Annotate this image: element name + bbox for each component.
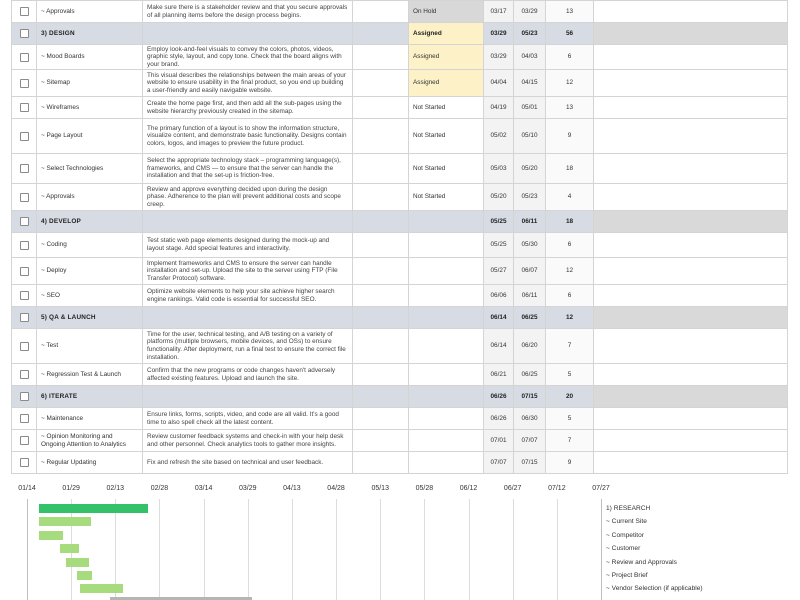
task-row bbox=[12, 258, 788, 285]
gantt-task-label: ~ Customer bbox=[606, 545, 641, 553]
end-date[interactable]: 03/29 bbox=[514, 1, 546, 23]
checkbox-cell bbox=[12, 119, 37, 154]
gantt-task-label: ~ Vendor Selection (if applicable) bbox=[606, 585, 703, 593]
task-description[interactable]: Make sure there is a stakeholder review and that you secure approvals of all planning items before the design process begins. bbox=[143, 1, 353, 23]
task-checkbox[interactable] bbox=[20, 313, 29, 322]
duration-days: 5 bbox=[546, 408, 594, 430]
duration-days: 9 bbox=[546, 452, 594, 474]
assignee-cell[interactable] bbox=[353, 329, 409, 364]
end-date[interactable]: 06/25 bbox=[514, 307, 546, 329]
gantt-gridline bbox=[204, 499, 205, 600]
start-date[interactable]: 04/04 bbox=[484, 70, 514, 97]
status-cell[interactable]: Assigned bbox=[409, 70, 484, 97]
end-date[interactable]: 05/10 bbox=[514, 119, 546, 154]
task-checkbox[interactable] bbox=[20, 436, 29, 445]
checkbox-cell bbox=[12, 70, 37, 97]
task-checkbox[interactable] bbox=[20, 370, 29, 379]
start-date[interactable]: 06/26 bbox=[484, 408, 514, 430]
status-cell[interactable] bbox=[409, 211, 484, 233]
end-date[interactable]: 04/15 bbox=[514, 70, 546, 97]
duration-days: 6 bbox=[546, 233, 594, 258]
task-description[interactable]: Implement frameworks and CMS to ensure the server can handle installation and set-up. Upload the site to the server using FTP (File Transfer Protocol) software. bbox=[143, 258, 353, 285]
checkbox-cell bbox=[12, 430, 37, 452]
task-name[interactable]: ~ Page Layout bbox=[37, 119, 143, 154]
task-name[interactable]: 6) ITERATE bbox=[37, 386, 143, 408]
assignee-cell[interactable] bbox=[353, 97, 409, 119]
duration-days: 18 bbox=[546, 154, 594, 184]
gantt-frame-line bbox=[27, 499, 28, 600]
start-date[interactable]: 05/02 bbox=[484, 119, 514, 154]
duration-days: 6 bbox=[546, 45, 594, 70]
task-checkbox[interactable] bbox=[20, 241, 29, 250]
task-row bbox=[12, 285, 788, 307]
gantt-frame-line bbox=[601, 499, 602, 600]
extra-cell bbox=[594, 184, 788, 211]
end-date[interactable]: 05/20 bbox=[514, 154, 546, 184]
gantt-bar[interactable] bbox=[39, 517, 91, 526]
task-checkbox[interactable] bbox=[20, 193, 29, 202]
task-row bbox=[12, 45, 788, 70]
start-date[interactable]: 06/21 bbox=[484, 364, 514, 386]
start-date[interactable]: 05/03 bbox=[484, 154, 514, 184]
start-date[interactable]: 05/20 bbox=[484, 184, 514, 211]
task-name[interactable]: ~ Select Technologies bbox=[37, 154, 143, 184]
status-cell[interactable]: Assigned bbox=[409, 23, 484, 45]
assignee-cell[interactable] bbox=[353, 1, 409, 23]
end-date[interactable]: 06/30 bbox=[514, 408, 546, 430]
end-date[interactable]: 07/15 bbox=[514, 386, 546, 408]
duration-days: 9 bbox=[546, 119, 594, 154]
checkbox-cell bbox=[12, 1, 37, 23]
extra-cell bbox=[594, 430, 788, 452]
gantt-gridline bbox=[248, 499, 249, 600]
assignee-cell[interactable] bbox=[353, 233, 409, 258]
task-name[interactable]: 3) DESIGN bbox=[37, 23, 143, 45]
gantt-task-label: ~ Competitor bbox=[606, 531, 644, 539]
checkbox-cell bbox=[12, 23, 37, 45]
task-description[interactable]: Fix and refresh the site based on technical and user feedback. bbox=[143, 452, 353, 474]
extra-cell bbox=[594, 258, 788, 285]
gantt-gridline bbox=[557, 499, 558, 600]
start-date[interactable]: 06/14 bbox=[484, 329, 514, 364]
task-checkbox[interactable] bbox=[20, 132, 29, 141]
task-checkbox[interactable] bbox=[20, 53, 29, 62]
duration-days: 5 bbox=[546, 364, 594, 386]
task-checkbox[interactable] bbox=[20, 164, 29, 173]
extra-cell bbox=[594, 408, 788, 430]
task-name[interactable]: ~ Deploy bbox=[37, 258, 143, 285]
task-name[interactable]: 5) QA & LAUNCH bbox=[37, 307, 143, 329]
gantt-task-label: ~ Project Brief bbox=[606, 572, 648, 579]
status-cell[interactable]: Not Started bbox=[409, 119, 484, 154]
task-checkbox[interactable] bbox=[20, 458, 29, 467]
assignee-cell[interactable] bbox=[353, 452, 409, 474]
extra-cell bbox=[594, 119, 788, 154]
gantt-gridline bbox=[513, 499, 514, 600]
end-date[interactable]: 05/01 bbox=[514, 97, 546, 119]
task-row bbox=[12, 97, 788, 119]
assignee-cell[interactable] bbox=[353, 154, 409, 184]
assignee-cell[interactable] bbox=[353, 386, 409, 408]
end-date[interactable]: 06/25 bbox=[514, 364, 546, 386]
status-cell[interactable] bbox=[409, 233, 484, 258]
task-description[interactable]: Optimize website elements to help your site achieve higher search engine rankings. Valid code is essential for successful SEO. bbox=[143, 285, 353, 307]
gantt-axis-label: 01/14 bbox=[18, 485, 36, 492]
task-description[interactable]: Time for the user, technical testing, and A/B testing on a variety of platforms (multiple browsers, mobile devices, and OSs) to ensure functionality. After deployment, run a final test to ensure the correct file installation. bbox=[143, 329, 353, 364]
task-row bbox=[12, 329, 788, 364]
assignee-cell[interactable] bbox=[353, 430, 409, 452]
task-name[interactable]: ~ Regular Updating bbox=[37, 452, 143, 474]
gantt-gridline bbox=[292, 499, 293, 600]
duration-days: 7 bbox=[546, 329, 594, 364]
extra-cell bbox=[594, 307, 788, 329]
gantt-axis-label: 07/27 bbox=[592, 485, 610, 492]
end-date[interactable]: 05/23 bbox=[514, 184, 546, 211]
end-date[interactable]: 07/07 bbox=[514, 430, 546, 452]
start-date[interactable]: 06/14 bbox=[484, 307, 514, 329]
task-row bbox=[12, 364, 788, 386]
task-description[interactable]: This visual describes the relationships between the main areas of your website to ensure usability in the final product, so you end up building a user-friendly and easily navigable website. bbox=[143, 70, 353, 97]
status-cell[interactable]: On Hold bbox=[409, 1, 484, 23]
end-date[interactable]: 05/23 bbox=[514, 23, 546, 45]
gantt-bar[interactable] bbox=[60, 544, 79, 553]
gantt-gridline bbox=[469, 499, 470, 600]
task-description[interactable]: Ensure links, forms, scripts, video, and code are all valid. It's a good time to also spell check all the latest content. bbox=[143, 408, 353, 430]
task-name[interactable]: ~ Sitemap bbox=[37, 70, 143, 97]
duration-days: 12 bbox=[546, 307, 594, 329]
task-name[interactable]: ~ Mood Boards bbox=[37, 45, 143, 70]
gantt-task-label: 1) RESEARCH bbox=[606, 505, 651, 512]
end-date[interactable]: 06/07 bbox=[514, 258, 546, 285]
phase-row bbox=[12, 23, 788, 45]
task-description[interactable] bbox=[143, 211, 353, 233]
assignee-cell[interactable] bbox=[353, 45, 409, 70]
task-row bbox=[12, 430, 788, 452]
task-description[interactable]: Review and approve everything decided upon during the design phase. Adherence to the plan will prevent additional costs and scope creep. bbox=[143, 184, 353, 211]
gantt-axis-label: 05/28 bbox=[415, 485, 434, 492]
assignee-cell[interactable] bbox=[353, 364, 409, 386]
extra-cell bbox=[594, 329, 788, 364]
checkbox-cell bbox=[12, 211, 37, 233]
start-date[interactable]: 03/29 bbox=[484, 45, 514, 70]
status-cell[interactable] bbox=[409, 364, 484, 386]
extra-cell bbox=[594, 233, 788, 258]
task-checkbox[interactable] bbox=[20, 414, 29, 423]
task-description[interactable] bbox=[143, 23, 353, 45]
task-description[interactable]: Employ look-and-feel visuals to convey the colors, photos, videos, graphic style, layout, and copy tone. Check that the board aligns with your brand. bbox=[143, 45, 353, 70]
end-date[interactable]: 04/03 bbox=[514, 45, 546, 70]
gantt-axis-label: 01/29 bbox=[62, 485, 80, 492]
gantt-bar[interactable] bbox=[39, 531, 63, 540]
task-description[interactable]: Create the home page first, and then add all the sub-pages using the website hierarchy previously created in the sitemap. bbox=[143, 97, 353, 119]
task-description[interactable] bbox=[143, 386, 353, 408]
assignee-cell[interactable] bbox=[353, 408, 409, 430]
gantt-axis-label: 05/13 bbox=[371, 485, 389, 492]
extra-cell bbox=[594, 211, 788, 233]
start-date[interactable]: 05/25 bbox=[484, 211, 514, 233]
task-name[interactable]: ~ Maintenance bbox=[37, 408, 143, 430]
gantt-bar[interactable] bbox=[80, 584, 123, 593]
task-checkbox[interactable] bbox=[20, 342, 29, 351]
extra-cell bbox=[594, 70, 788, 97]
task-row bbox=[12, 408, 788, 430]
end-date[interactable]: 07/15 bbox=[514, 452, 546, 474]
gantt-bar[interactable] bbox=[77, 571, 91, 580]
gantt-gridline bbox=[336, 499, 337, 600]
duration-days: 13 bbox=[546, 97, 594, 119]
task-checkbox[interactable] bbox=[20, 392, 29, 401]
task-checkbox[interactable] bbox=[20, 7, 29, 16]
task-name[interactable]: 4) DEVELOP bbox=[37, 211, 143, 233]
start-date[interactable]: 07/07 bbox=[484, 452, 514, 474]
task-description[interactable]: The primary function of a layout is to show the information structure, visualize content, and demonstrate basic functionality. Designs contain colors, logos, and images to preview the future product. bbox=[143, 119, 353, 154]
end-date[interactable]: 06/11 bbox=[514, 285, 546, 307]
assignee-cell[interactable] bbox=[353, 70, 409, 97]
duration-days: 12 bbox=[546, 258, 594, 285]
start-date[interactable]: 05/27 bbox=[484, 258, 514, 285]
extra-cell bbox=[594, 45, 788, 70]
gantt-axis-label: 02/13 bbox=[106, 485, 125, 492]
gantt-bar[interactable] bbox=[39, 504, 148, 513]
task-checkbox[interactable] bbox=[20, 79, 29, 88]
assignee-cell[interactable] bbox=[353, 119, 409, 154]
task-name[interactable]: ~ SEO bbox=[37, 285, 143, 307]
start-date[interactable]: 03/29 bbox=[484, 23, 514, 45]
gantt-axis-label: 04/13 bbox=[283, 485, 301, 492]
checkbox-cell bbox=[12, 452, 37, 474]
task-row bbox=[12, 1, 788, 23]
checkbox-cell bbox=[12, 307, 37, 329]
task-description[interactable]: Review customer feedback systems and check-in with your help desk and other personnel. Check analytics tools to gather more insights. bbox=[143, 430, 353, 452]
duration-days: 6 bbox=[546, 285, 594, 307]
checkbox-cell bbox=[12, 408, 37, 430]
extra-cell bbox=[594, 1, 788, 23]
gantt-bar[interactable] bbox=[66, 558, 90, 567]
phase-row bbox=[12, 307, 788, 329]
status-cell[interactable] bbox=[409, 307, 484, 329]
gantt-task-label: ~ Review and Approvals bbox=[606, 558, 677, 566]
task-description[interactable]: Confirm that the new programs or code changes haven't adversely affected existing features. Upload and launch the site. bbox=[143, 364, 353, 386]
task-checkbox[interactable] bbox=[20, 217, 29, 226]
gantt-axis-label: 03/14 bbox=[194, 485, 213, 492]
gantt-gridline bbox=[424, 499, 425, 600]
extra-cell bbox=[594, 364, 788, 386]
assignee-cell[interactable] bbox=[353, 211, 409, 233]
task-row bbox=[12, 119, 788, 154]
task-row bbox=[12, 154, 788, 184]
task-name[interactable]: ~ Approvals bbox=[37, 184, 143, 211]
duration-days: 56 bbox=[546, 23, 594, 45]
task-description[interactable] bbox=[143, 307, 353, 329]
task-description[interactable]: Select the appropriate technology stack – programming language(s), frameworks, and CMS — to ensure that the server can handle the installation and that the set-up is friction-free. bbox=[143, 154, 353, 184]
gantt-axis-label: 02/28 bbox=[150, 485, 169, 492]
extra-cell bbox=[594, 285, 788, 307]
start-date[interactable]: 04/19 bbox=[484, 97, 514, 119]
status-cell[interactable] bbox=[409, 386, 484, 408]
gantt-axis-label: 04/28 bbox=[327, 485, 345, 492]
checkbox-cell bbox=[12, 386, 37, 408]
status-cell[interactable]: Not Started bbox=[409, 154, 484, 184]
task-row bbox=[12, 184, 788, 211]
task-row bbox=[12, 233, 788, 258]
status-cell[interactable] bbox=[409, 430, 484, 452]
extra-cell bbox=[594, 23, 788, 45]
status-cell[interactable] bbox=[409, 258, 484, 285]
status-cell[interactable] bbox=[409, 408, 484, 430]
end-date[interactable]: 05/30 bbox=[514, 233, 546, 258]
extra-cell bbox=[594, 452, 788, 474]
assignee-cell[interactable] bbox=[353, 258, 409, 285]
status-cell[interactable]: Not Started bbox=[409, 97, 484, 119]
start-date[interactable]: 06/06 bbox=[484, 285, 514, 307]
duration-days: 13 bbox=[546, 1, 594, 23]
task-checkbox[interactable] bbox=[20, 291, 29, 300]
task-table-body bbox=[12, 1, 788, 474]
end-date[interactable]: 06/20 bbox=[514, 329, 546, 364]
checkbox-cell bbox=[12, 233, 37, 258]
task-table bbox=[11, 0, 788, 474]
task-checkbox[interactable] bbox=[20, 267, 29, 276]
phase-row bbox=[12, 386, 788, 408]
task-name[interactable]: ~ Wireframes bbox=[37, 97, 143, 119]
start-date[interactable]: 07/01 bbox=[484, 430, 514, 452]
task-row bbox=[12, 452, 788, 474]
assignee-cell[interactable] bbox=[353, 184, 409, 211]
task-name[interactable]: ~ Test bbox=[37, 329, 143, 364]
duration-days: 18 bbox=[546, 211, 594, 233]
gantt-axis-label: 03/29 bbox=[239, 485, 257, 492]
gantt-axis-label: 06/12 bbox=[459, 485, 478, 492]
duration-days: 12 bbox=[546, 70, 594, 97]
checkbox-cell bbox=[12, 97, 37, 119]
gantt-axis-label: 06/27 bbox=[503, 485, 522, 492]
checkbox-cell bbox=[12, 184, 37, 211]
phase-row bbox=[12, 211, 788, 233]
checkbox-cell bbox=[12, 154, 37, 184]
start-date[interactable]: 03/17 bbox=[484, 1, 514, 23]
checkbox-cell bbox=[12, 45, 37, 70]
status-cell[interactable] bbox=[409, 285, 484, 307]
checkbox-cell bbox=[12, 285, 37, 307]
task-checkbox[interactable] bbox=[20, 103, 29, 112]
gantt-task-label: ~ Current Site bbox=[606, 518, 647, 526]
task-name[interactable]: ~ Opinion Monitoring and Ongoing Attention to Analytics bbox=[37, 430, 143, 452]
status-cell[interactable] bbox=[409, 329, 484, 364]
status-cell[interactable] bbox=[409, 452, 484, 474]
end-date[interactable]: 06/11 bbox=[514, 211, 546, 233]
gantt-chart bbox=[0, 485, 800, 600]
task-checkbox[interactable] bbox=[20, 29, 29, 38]
status-cell[interactable]: Assigned bbox=[409, 45, 484, 70]
gantt-gridline bbox=[380, 499, 381, 600]
gantt-gridline bbox=[159, 499, 160, 600]
duration-days: 4 bbox=[546, 184, 594, 211]
start-date[interactable]: 06/26 bbox=[484, 386, 514, 408]
checkbox-cell bbox=[12, 329, 37, 364]
assignee-cell[interactable] bbox=[353, 23, 409, 45]
checkbox-cell bbox=[12, 258, 37, 285]
start-date[interactable]: 05/25 bbox=[484, 233, 514, 258]
duration-days: 7 bbox=[546, 430, 594, 452]
status-cell[interactable]: Not Started bbox=[409, 184, 484, 211]
duration-days: 20 bbox=[546, 386, 594, 408]
task-name[interactable]: ~ Regression Test & Launch bbox=[37, 364, 143, 386]
task-name[interactable]: ~ Approvals bbox=[37, 1, 143, 23]
checkbox-cell bbox=[12, 364, 37, 386]
extra-cell bbox=[594, 97, 788, 119]
assignee-cell[interactable] bbox=[353, 307, 409, 329]
gantt-axis-label: 07/12 bbox=[548, 485, 566, 492]
task-name[interactable]: ~ Coding bbox=[37, 233, 143, 258]
task-description[interactable]: Test static web page elements designed during the mock-up and layout stage. Add special features and interactivity. bbox=[143, 233, 353, 258]
task-row bbox=[12, 70, 788, 97]
extra-cell bbox=[594, 386, 788, 408]
extra-cell bbox=[594, 154, 788, 184]
assignee-cell[interactable] bbox=[353, 285, 409, 307]
